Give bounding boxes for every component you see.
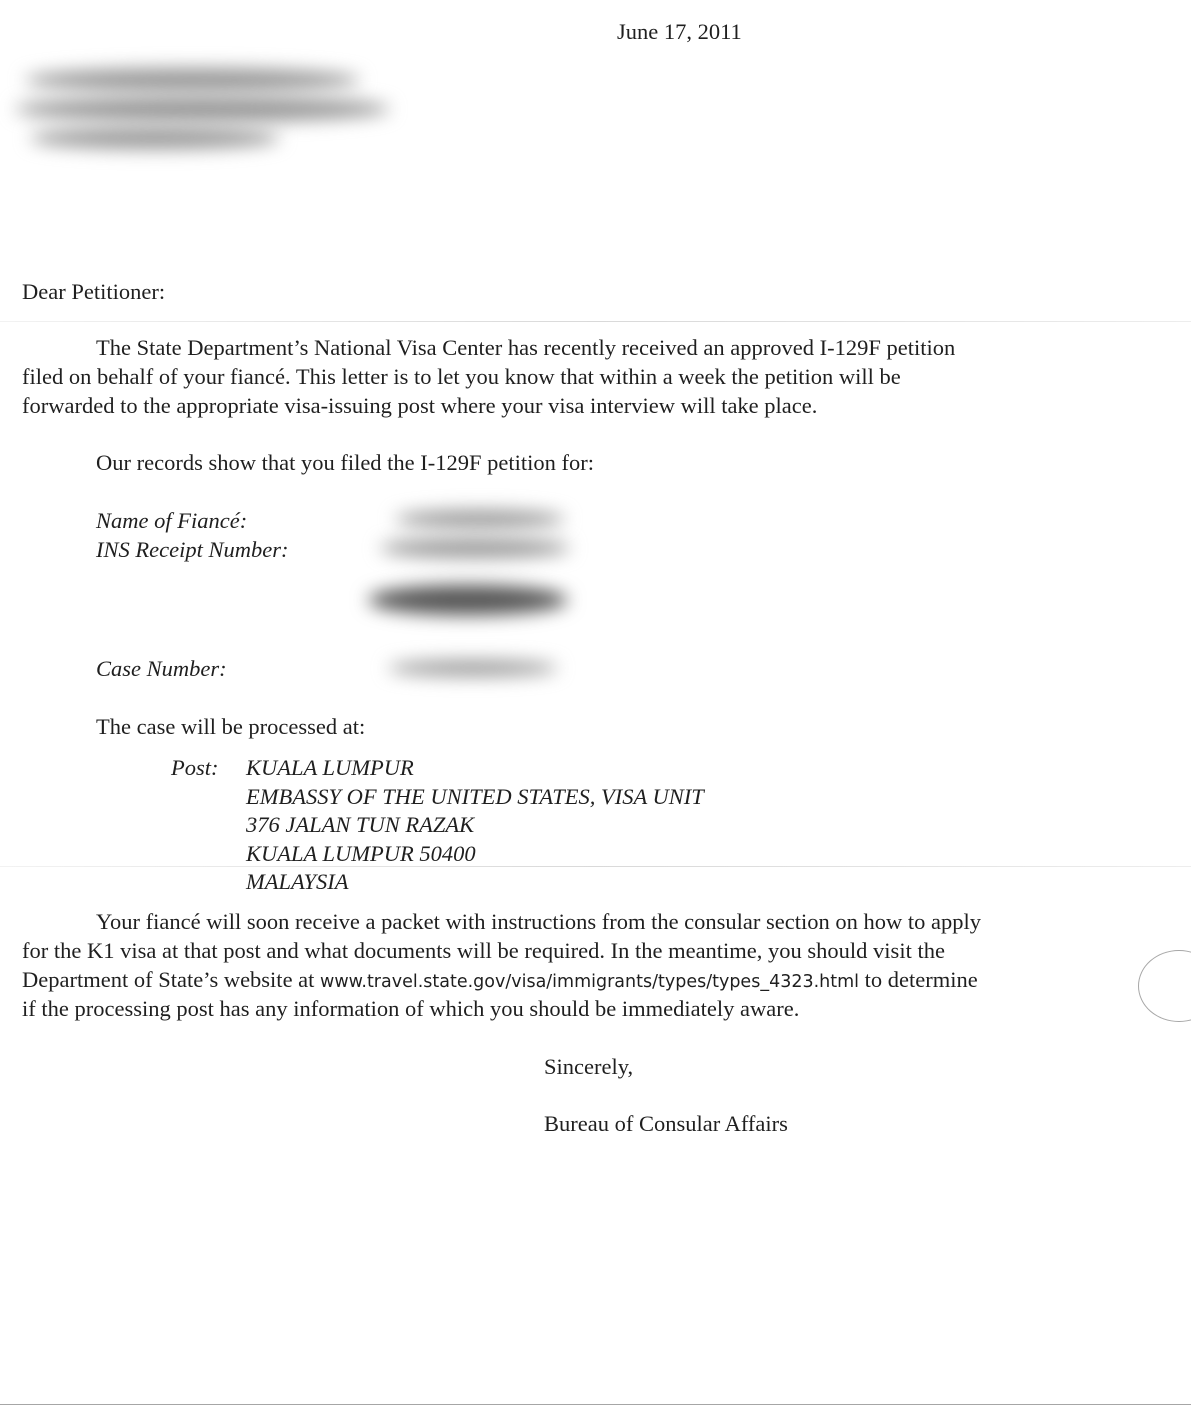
- post-address-line: 376 JALAN TUN RAZAK: [246, 812, 475, 837]
- paragraph-line: for the K1 visa at that post and what documents will be required. In the meantime, you should visit the: [22, 938, 945, 963]
- post-address-line: KUALA LUMPUR: [246, 755, 414, 780]
- state-dept-url: www.travel.state.gov/visa/immigrants/types/types_4323.html: [320, 972, 860, 992]
- fiance-name-label: Name of Fiancé:: [96, 508, 248, 533]
- body-paragraph-1: [22, 333, 1087, 420]
- paragraph-line: The State Department’s National Visa Center has recently received an approved I-129F petition: [96, 335, 956, 360]
- staple-mark: [1138, 950, 1191, 1022]
- paragraph-line: filed on behalf of your fiancé. This letter is to let you know that within a week the petition will be: [22, 364, 901, 389]
- paragraph-line: Your fiancé will soon receive a packet with instructions from the consular section on how to apply: [96, 909, 982, 934]
- letter-date: June 17, 2011: [617, 19, 742, 44]
- paragraph-text: Department of State’s website at: [22, 967, 321, 992]
- paragraph-text: to determine: [859, 967, 978, 992]
- post-address-line: MALAYSIA: [246, 869, 349, 894]
- paragraph-line: [22, 965, 1087, 994]
- signature: Bureau of Consular Affairs: [544, 1111, 788, 1136]
- salutation: Dear Petitioner:: [22, 279, 166, 304]
- post-address-line: EMBASSY OF THE UNITED STATES, VISA UNIT: [246, 783, 704, 809]
- case-number-label: Case Number:: [96, 656, 227, 681]
- page-bottom-edge: [0, 1404, 1191, 1405]
- processed-intro: The case will be processed at:: [96, 714, 366, 739]
- paragraph-line: forwarded to the appropriate visa-issuing post where your visa interview will take place.: [22, 393, 818, 418]
- records-intro: Our records show that you filed the I-129F petition for:: [96, 450, 595, 475]
- paper-fold-line: [0, 321, 1191, 322]
- post-label: Post:: [171, 755, 219, 780]
- paragraph-line: if the processing post has any information of which you should be immediately aware.: [22, 996, 800, 1021]
- closing: Sincerely,: [544, 1054, 634, 1079]
- post-address: [246, 753, 704, 896]
- post-address-line: KUALA LUMPUR 50400: [246, 840, 476, 866]
- body-paragraph-2: [22, 907, 1087, 1023]
- receipt-number-label: INS Receipt Number:: [96, 537, 289, 562]
